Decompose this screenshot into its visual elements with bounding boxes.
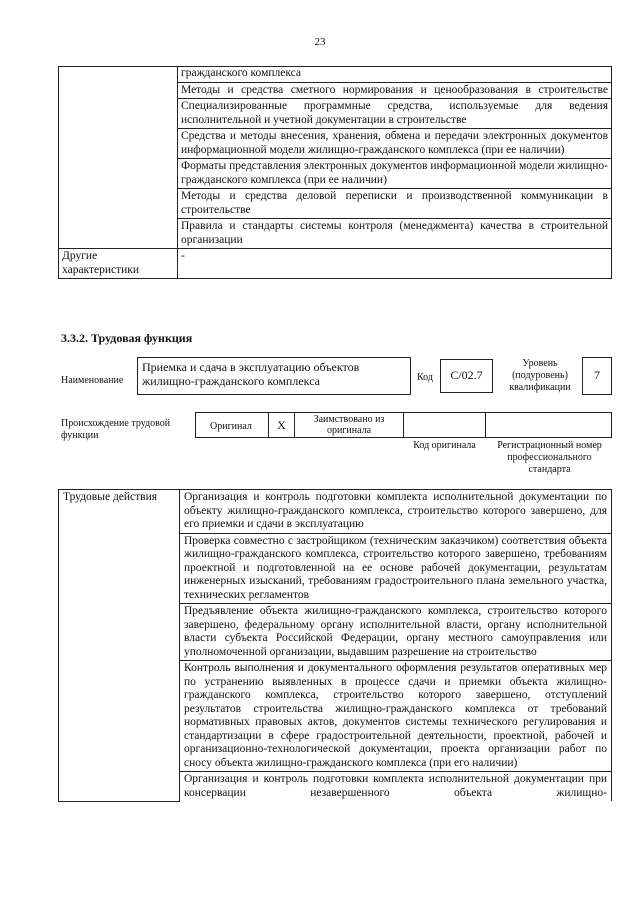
code-original-caption: Код оригинала [413, 440, 476, 451]
function-name-value: Приемка и сдача в эксплуатацию объектов жилищно-гражданского комплекса [142, 360, 360, 388]
knowledge-row: Форматы представления электронных документов информационной модели жилищно-гражданского комплекса (при ее наличии) [178, 159, 612, 189]
original-mark-box [268, 412, 295, 438]
knowledge-row: Специализированные программные средства, используемые для ведения исполнительной и учетной документации в строительстве [178, 99, 612, 129]
labor-action-item: Организация и контроль подготовки комплекта исполнительной документации при консервации незавершенного объекта жилищно- [180, 772, 612, 802]
original-box [195, 412, 269, 438]
page-number: 23 [314, 36, 326, 48]
code-box [440, 359, 493, 393]
level-box [582, 357, 612, 395]
level-value: 7 [594, 368, 600, 382]
empty-label-cell [59, 67, 178, 249]
other-characteristics-label: Другие характеристики [59, 249, 178, 279]
knowledge-row: Средства и методы внесения, хранения, обмена и передачи электронных документов информационной модели жилищно-гражданского комплекса (при ее наличии) [178, 129, 612, 159]
code-label: Код [417, 372, 433, 383]
borrowed-label: Заимствовано из оригинала [313, 414, 385, 436]
knowledge-table [58, 66, 612, 279]
level-label: Уровень (подуровень) квалификации [509, 358, 571, 393]
reg-number-box [485, 412, 612, 438]
labor-action-item: Проверка совместно с застройщиком (техническим заказчиком) соответствия объекта жилищно-гражданского комплекса, строительство которого завершено, требованиям проектной и подготовленной на ее основе рабочей документации, результатам инженерных изысканий, требованиям градостроительного плана земельного участка, технических регламентов [180, 533, 612, 604]
original-label: Оригинал [210, 421, 252, 432]
knowledge-row: Методы и средства деловой переписки и производственной коммуникации в строительстве [178, 189, 612, 219]
function-name-box [137, 357, 411, 395]
knowledge-row: гражданского комплекса [178, 67, 612, 83]
knowledge-row: Правила и стандарты системы контроля (менеджмента) качества в строительной организации [178, 219, 612, 249]
knowledge-row: Методы и средства сметного нормирования и ценообразования в строительстве [178, 82, 612, 99]
code-original-box [403, 412, 486, 438]
labor-action-item: Организация и контроль подготовки комплекта исполнительной документации по объекту жилищно-гражданского комплекса, строительство которого завершено, для его приемки и сдачи в эксплуатацию [180, 490, 612, 534]
labor-actions-table [58, 489, 612, 802]
labor-action-item: Предъявление объекта жилищно-гражданского комплекса, строительство которого завершено, федеральному органу исполнительной власти, органу исполнительной власти субъекта Российской Федерации, органу местного самоуправления или уполномоченной организации, выдавшим разрешение на строительство [180, 604, 612, 661]
code-value: С/02.7 [450, 368, 483, 382]
reg-number-caption: Регистрационный номер профессионального стандарта [497, 440, 602, 475]
labor-action-item: Контроль выполнения и документального оформления результатов оперативных мер по устранению выявленных в процессе сдачи и приемки объекта жилищно-гражданского комплекса, строительство которого завершено, отступлений результатов строительства жилищно-гражданского комплекса от требований нормативных правовых актов, документов системы технического регулирования и стандартизации в сфере градостроительной деятельности, проектной, рабочей и организационно-технологической документации, проекта организации работ по сносу объекта жилищно-гражданского комплекса (при его наличии) [180, 661, 612, 772]
name-label: Наименование [61, 375, 124, 386]
borrowed-box [294, 412, 404, 438]
section-heading: 3.3.2. Трудовая функция [61, 331, 193, 345]
labor-actions-label: Трудовые действия [59, 490, 180, 802]
original-mark: X [277, 418, 286, 432]
origin-label: Происхождение трудовой функции [61, 418, 171, 441]
other-characteristics-value: - [178, 249, 612, 279]
